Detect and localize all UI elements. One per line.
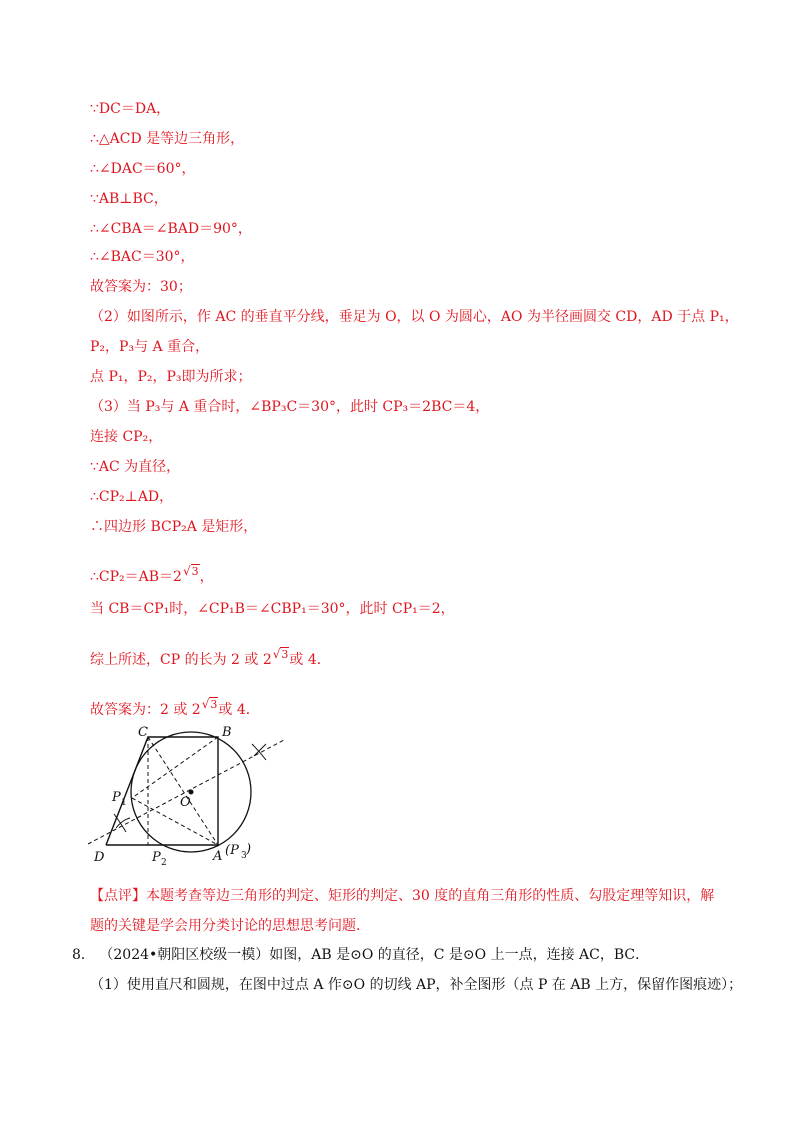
label-d: D bbox=[94, 850, 105, 865]
formula-text: 综上所述，CP 的长为 2 或 2 bbox=[90, 652, 272, 668]
solution-line-16 bbox=[90, 562, 214, 586]
label-p3: (P bbox=[225, 843, 239, 858]
label-c: C bbox=[138, 725, 148, 740]
solution-line-1: ∵DC＝DA， bbox=[90, 101, 171, 117]
label-p3-sub: 3 bbox=[241, 851, 247, 861]
solution-line-6: ∴∠BAC＝30°， bbox=[90, 249, 195, 265]
solution-line-9: P₂，P₃与 A 重合， bbox=[90, 339, 210, 355]
solution-line-11: （3）当 P₃与 A 重合时，∠BP₃C＝30°，此时 CP₃＝2BC＝4， bbox=[90, 399, 490, 415]
formula-text: 或 4． bbox=[218, 702, 260, 718]
solution-line-7: 故答案为：30； bbox=[90, 279, 192, 295]
radicand: 3 bbox=[191, 565, 199, 578]
solution-line-12: 连接 CP₂， bbox=[90, 429, 163, 445]
comment-line-1: 【点评】本题考查等边三角形的判定、矩形的判定、30 度的直角三角形的性质、勾股定理等知识，解 bbox=[90, 888, 715, 904]
formula-text: 或 4． bbox=[289, 652, 331, 668]
center-point bbox=[189, 790, 194, 795]
geometry-figure bbox=[88, 722, 298, 872]
label-p2: P bbox=[152, 850, 161, 865]
problem-8-part-1: （1）使用直尺和圆规，在图中过点 A 作⊙O 的切线 AP，补全图形（点 P 在 AB 上方，保留作图痕迹）； bbox=[90, 977, 743, 993]
solution-line-19 bbox=[90, 695, 260, 719]
problem-stem: （2024•朝阳区校级一模）如图，AB 是⊙O 的直径，C 是⊙O 上一点，连接 AC，BC． bbox=[99, 947, 650, 963]
formula-text: 故答案为：2 或 2 bbox=[90, 702, 201, 718]
solution-line-13: ∵AC 为直径， bbox=[90, 459, 181, 475]
solution-line-10: 点 P₁，P₂，P₃即为所求； bbox=[90, 369, 252, 385]
diagonal-ca bbox=[148, 737, 218, 845]
problem-8-header bbox=[72, 946, 649, 964]
solution-line-15: ∴四边形 BCP₂A 是矩形， bbox=[90, 519, 258, 535]
quadrilateral-dcba bbox=[106, 737, 218, 845]
label-o: O bbox=[180, 795, 191, 810]
sqrt-symbol: √3 bbox=[272, 647, 289, 661]
solution-line-14: ∴CP₂⊥AD， bbox=[90, 489, 174, 505]
radicand: 3 bbox=[210, 698, 218, 711]
radicand: 3 bbox=[281, 648, 289, 661]
solution-line-3: ∴∠DAC＝60°， bbox=[90, 161, 196, 177]
label-a: A bbox=[213, 849, 223, 864]
label-p2-sub: 2 bbox=[161, 858, 167, 868]
sqrt-symbol: √3 bbox=[182, 564, 199, 578]
line-p1-a bbox=[132, 798, 218, 845]
solution-line-4: ∵AB⊥BC， bbox=[90, 191, 168, 207]
formula-text: ， bbox=[199, 569, 214, 585]
comment-line-2: 题的关键是学会用分类讨论的思想思考问题． bbox=[90, 918, 370, 934]
label-b: B bbox=[222, 725, 232, 740]
formula-text: ∴CP₂＝AB＝2 bbox=[90, 569, 182, 585]
solution-line-17: 当 CB＝CP₁时，∠CP₁B＝∠CBP₁＝30°，此时 CP₁＝2， bbox=[90, 601, 455, 617]
label-p1-sub: 1 bbox=[121, 798, 127, 808]
solution-line-18 bbox=[90, 645, 331, 669]
label-p3-close: ) bbox=[246, 842, 252, 857]
solution-line-2: ∴△ACD 是等边三角形， bbox=[90, 131, 245, 147]
problem-number: 8． bbox=[72, 947, 95, 963]
solution-line-8: （2）如图所示，作 AC 的垂直平分线，垂足为 O，以 O 为圆心，AO 为半径画圆交 CD，AD 于点 P₁， bbox=[90, 309, 739, 325]
solution-line-5: ∴∠CBA＝∠BAD＝90°， bbox=[90, 221, 252, 237]
label-p1: P bbox=[112, 790, 121, 805]
sqrt-symbol: √3 bbox=[201, 697, 218, 711]
